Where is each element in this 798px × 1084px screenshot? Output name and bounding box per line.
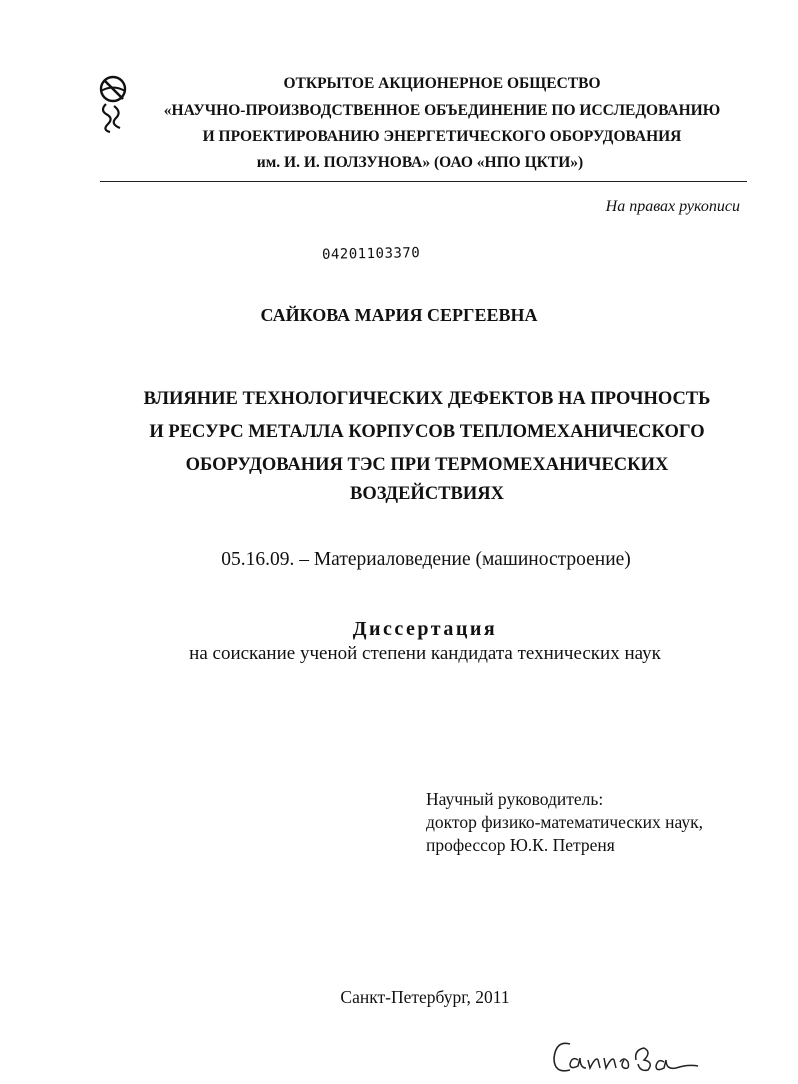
advisor-name: профессор Ю.К. Петреня — [426, 835, 615, 855]
advisor-degree: доктор физико-математических наук, — [426, 812, 703, 832]
org-name-line-4: им. И. И. ПОЛЗУНОВА» (ОАО «НПО ЦКТИ») — [256, 154, 584, 171]
specialty-code: 05.16.09. – Материаловедение (машиностроение) — [221, 549, 631, 570]
org-name-line-1: ОТКРЫТОЕ АКЦИОНЕРНОЕ ОБЩЕСТВО — [283, 75, 601, 92]
manuscript-rights-note: На правах рукописи — [605, 198, 740, 215]
thesis-title-line-1: ВЛИЯНИЕ ТЕХНОЛОГИЧЕСКИХ ДЕФЕКТОВ НА ПРОЧНОСТЬ — [143, 389, 711, 409]
author-name: САЙКОВА МАРИЯ СЕРГЕЕВНА — [260, 305, 538, 325]
degree-statement: на соискание ученой степени кандидата технических наук — [189, 643, 661, 664]
thesis-title-line-3: ОБОРУДОВАНИЯ ТЭС ПРИ ТЕРМОМЕХАНИЧЕСКИХ — [185, 455, 669, 475]
document-type: Диссертация — [352, 618, 498, 640]
thesis-title-line-4: ВОЗДЕЙСТВИЯХ — [350, 484, 504, 504]
org-name-line-2: «НАУЧНО-ПРОИЗВОДСТВЕННОЕ ОБЪЕДИНЕНИЕ ПО ИССЛЕДОВАНИЮ — [163, 102, 721, 119]
author-signature — [548, 1030, 718, 1084]
registration-code: 04201103370 — [321, 245, 421, 263]
advisor-label: Научный руководитель: — [426, 789, 604, 809]
cktu-logo-icon — [96, 74, 132, 136]
org-name-line-3: И ПРОЕКТИРОВАНИЮ ЭНЕРГЕТИЧЕСКОГО ОБОРУДОВАНИЯ — [202, 128, 682, 145]
city-year: Санкт-Петербург, 2011 — [340, 987, 510, 1007]
header-divider — [100, 181, 747, 182]
thesis-title-line-2: И РЕСУРС МЕТАЛЛА КОРПУСОВ ТЕПЛОМЕХАНИЧЕСКОГО — [149, 422, 705, 442]
